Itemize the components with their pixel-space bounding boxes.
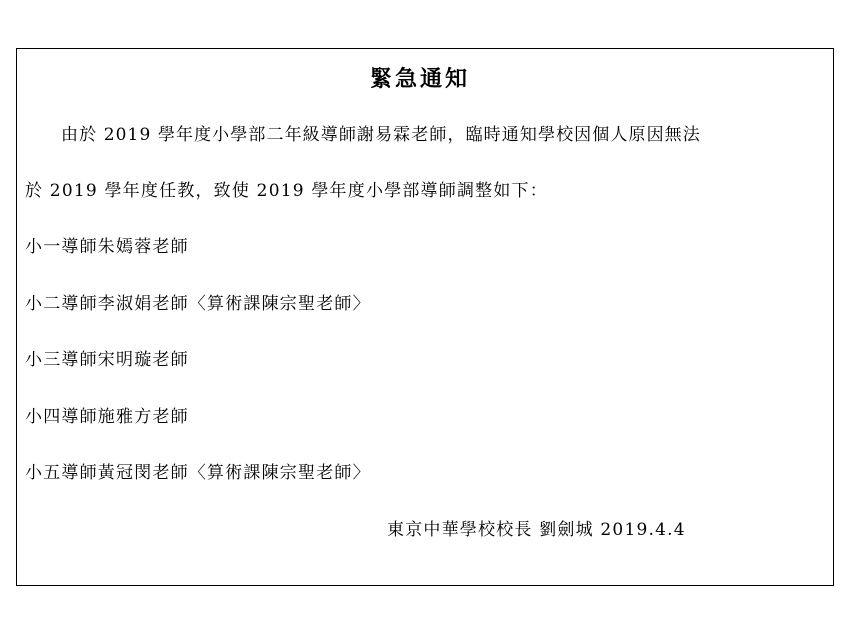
teacher-assignment-grade-1: 小一導師朱嫣蓉老師 (25, 237, 189, 257)
teacher-assignment-grade-5: 小五導師黃冠閔老師〈算術課陳宗聖老師〉 (25, 463, 371, 483)
notice-paragraph-line-1: 由於 2019 學年度小學部二年級導師謝易霖老師，臨時通知學校因個人原因無法 (61, 125, 701, 145)
teacher-assignment-grade-2: 小二導師李淑娟老師〈算術課陳宗聖老師〉 (25, 294, 371, 314)
teacher-assignment-grade-4: 小四導師施雅方老師 (25, 407, 189, 427)
notice-box (16, 48, 834, 586)
principal-signature-line: 東京中華學校校長 劉劍城 2019.4.4 (387, 520, 686, 540)
notice-paragraph-line-2: 於 2019 學年度任教，致使 2019 學年度小學部導師調整如下： (25, 181, 548, 201)
notice-title: 緊急通知 (369, 66, 470, 92)
teacher-assignment-grade-3: 小三導師宋明璇老師 (25, 350, 189, 370)
